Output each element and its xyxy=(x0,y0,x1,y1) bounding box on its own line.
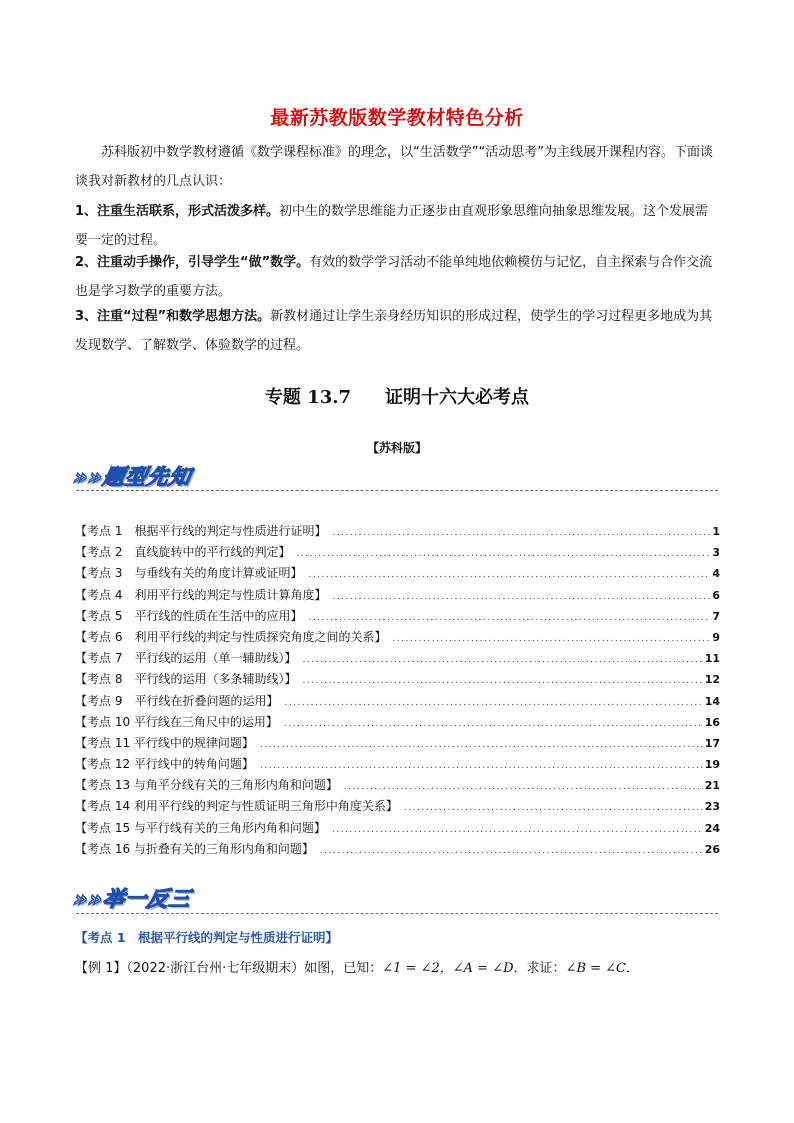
toc-entry-page: 17 xyxy=(704,736,720,750)
topic-number: 专题 13.7 xyxy=(264,387,352,408)
point-1-lead: 1、注重生活联系，形式活泼多样。 xyxy=(75,204,280,219)
toc-entry-page: 24 xyxy=(704,821,720,835)
toc-entry-page: 3 xyxy=(712,546,720,560)
point-1-body: 初中生的数学思维能力正逐步由直观形象思维向抽象思维发展。这个发展需要一定的过程。 xyxy=(75,204,709,248)
intro-paragraph: 苏科版初中数学教材遵循《数学课程标准》的理念，以“生活数学”“活动思考”为主线展开课程内容。下面谈谈我对新教材的几点认识： xyxy=(75,145,713,189)
practice-banner xyxy=(71,881,194,913)
section-heading: 【考点 1 根据平行线的判定与性质进行证明】 xyxy=(75,930,339,945)
example-1 xyxy=(75,958,639,980)
toc-leader xyxy=(284,714,703,735)
toc-banner-text: »»题型先知 xyxy=(71,465,194,489)
toc-entry-page: 9 xyxy=(712,630,720,644)
toc-leader xyxy=(284,693,702,714)
toc-entry[interactable] xyxy=(75,754,720,775)
toc-entry[interactable] xyxy=(75,627,720,648)
document-title: 最新苏教版数学教材特色分析 xyxy=(270,107,524,129)
toc-leader xyxy=(260,735,703,756)
toc-entry[interactable] xyxy=(75,691,720,712)
toc-leader xyxy=(260,756,703,777)
toc-entry[interactable] xyxy=(75,733,720,754)
toc-entry[interactable] xyxy=(75,521,720,542)
toc-entry-page: 26 xyxy=(704,842,720,856)
toc-entry[interactable] xyxy=(75,839,720,860)
point-2-body: 有效的数学学习活动不能单纯地依赖模仿与记忆，自主探索与合作交流也是学习数学的重要方法。 xyxy=(75,255,713,299)
toc-entry[interactable] xyxy=(75,712,720,733)
toc-entry[interactable] xyxy=(75,606,720,627)
toc-entry[interactable] xyxy=(75,796,720,817)
toc-entry[interactable] xyxy=(75,669,720,690)
toc-entry-page: 1 xyxy=(712,525,720,538)
toc-entry-page: 6 xyxy=(712,588,720,602)
example-source: （2022·浙江台州·七年级期末） xyxy=(126,961,305,976)
toc-entry-page: 7 xyxy=(712,609,720,623)
toc-banner xyxy=(71,459,194,491)
toc-entry[interactable] xyxy=(75,818,720,839)
toc-leader xyxy=(332,587,710,608)
point-1 xyxy=(75,197,720,255)
toc-entry-label: 【考点 8 平行线的运用（多条辅助线）】 xyxy=(75,672,297,687)
toc-leader xyxy=(302,650,702,671)
toc-divider xyxy=(76,490,718,491)
toc-entry-label: 【考点 9 平行线在折叠问题的运用】 xyxy=(75,693,279,708)
toc-entry[interactable] xyxy=(75,542,720,563)
toc-entry-page: 12 xyxy=(704,673,720,687)
toc-leader xyxy=(308,608,710,629)
toc-entry-label: 【考点 1 根据平行线的判定与性质进行证明】 xyxy=(75,524,327,538)
topic-name: 证明十六大必考点 xyxy=(385,387,530,408)
toc-entry-page: 4 xyxy=(712,567,720,581)
point-2 xyxy=(75,248,720,306)
point-3-lead: 3、注重“过程”和数学思想方法。 xyxy=(75,309,271,324)
toc-leader xyxy=(392,629,710,650)
toc-entry-label: 【考点 7 平行线的运用（单一辅助线）】 xyxy=(75,651,297,666)
toc-entry-label: 【考点 15 与平行线有关的三角形内角和问题】 xyxy=(75,820,326,835)
toc-entry-label: 【考点 11 平行线中的规律问题】 xyxy=(75,735,254,750)
toc-entry[interactable] xyxy=(75,648,720,669)
practice-banner-text: »»举一反三 xyxy=(71,887,194,911)
point-3 xyxy=(75,302,720,360)
toc-entry-label: 【考点 6 利用平行线的判定与性质探究角度之间的关系】 xyxy=(75,629,387,644)
toc-leader xyxy=(332,523,710,544)
toc-entry-label: 【考点 13 与角平分线有关的三角形内角和问题】 xyxy=(75,778,338,793)
toc-entry-page: 23 xyxy=(704,800,720,814)
table-of-contents xyxy=(75,521,720,860)
toc-entry-label: 【考点 12 平行线中的转角问题】 xyxy=(75,757,254,772)
topic-title xyxy=(0,383,794,409)
toc-entry-page: 19 xyxy=(704,758,720,772)
example-prove: ∠B = ∠C xyxy=(565,961,626,976)
toc-entry-page: 16 xyxy=(704,715,720,729)
toc-entry-label: 【考点 2 直线旋转中的平行线的判定】 xyxy=(75,545,291,560)
example-end: ． xyxy=(626,961,640,976)
toc-leader xyxy=(404,798,703,819)
toc-entry-label: 【考点 3 与垂线有关的角度计算或证明】 xyxy=(75,566,303,581)
toc-entry-label: 【考点 14 利用平行线的判定与性质证明三角形中角度关系】 xyxy=(75,799,398,814)
toc-entry-label: 【考点 10 平行线在三角尺中的运用】 xyxy=(75,714,278,729)
point-3-body: 新教材通过让学生亲身经历知识的形成过程，使学生的学习过程更多地成为其发现数学、了解数学、体验数学的过程。 xyxy=(75,309,713,353)
toc-leader xyxy=(308,565,710,586)
toc-entry[interactable] xyxy=(75,585,720,606)
toc-entry-page: 21 xyxy=(704,779,720,793)
toc-leader xyxy=(344,777,703,798)
toc-leader xyxy=(332,820,703,841)
toc-entry-label: 【考点 16 与折叠有关的三角形内角和问题】 xyxy=(75,841,314,856)
edition-label: 【苏科版】 xyxy=(366,441,427,455)
toc-entry-label: 【考点 5 平行线的性质在生活中的应用】 xyxy=(75,608,303,623)
toc-entry-page: 14 xyxy=(704,694,720,708)
toc-leader xyxy=(302,671,702,692)
example-label: 【例 1】 xyxy=(75,961,127,976)
example-given: ∠1 = ∠2，∠A = ∠D xyxy=(382,961,514,976)
toc-entry-page: 11 xyxy=(704,652,720,666)
toc-leader xyxy=(320,841,703,862)
toc-entry[interactable] xyxy=(75,563,720,584)
example-prefix: 如图，已知： xyxy=(304,961,383,976)
toc-entry[interactable] xyxy=(75,775,720,796)
practice-divider xyxy=(76,913,718,914)
toc-entry-label: 【考点 4 利用平行线的判定与性质计算角度】 xyxy=(75,587,327,602)
example-mid: ．求证： xyxy=(513,961,566,976)
toc-leader xyxy=(296,544,710,565)
point-2-lead: 2、注重动手操作，引导学生“做”数学。 xyxy=(75,255,310,270)
